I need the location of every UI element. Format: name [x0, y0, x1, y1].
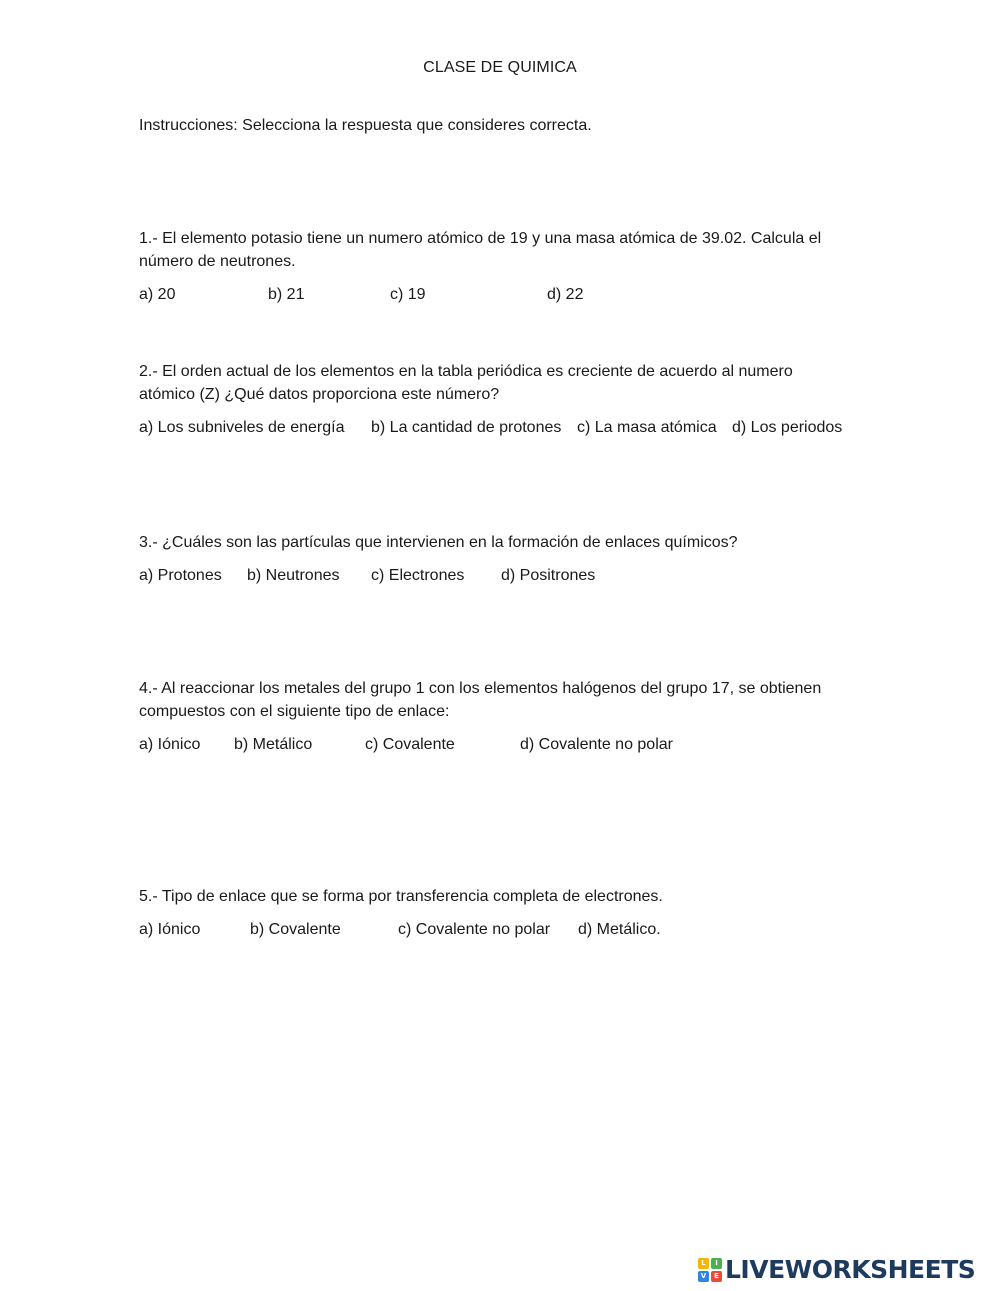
option-c[interactable]: c) Covalente no polar	[398, 921, 551, 938]
liveworksheets-logo-icon	[698, 1258, 722, 1282]
option-c[interactable]: c) Covalente	[365, 736, 455, 753]
option-b[interactable]: b) 21	[268, 286, 305, 303]
option-c[interactable]: c) Electrones	[371, 567, 465, 584]
logo-letter-l: L	[698, 1258, 709, 1269]
question-line: 5.- Tipo de enlace que se forma por transferencia completa de electrones.	[139, 888, 663, 905]
option-a[interactable]: a) Protones	[139, 567, 222, 584]
question-text	[139, 227, 849, 273]
question-5	[139, 885, 849, 943]
page-title: CLASE DE QUIMICA	[423, 59, 577, 76]
answer-options	[139, 286, 849, 308]
option-d[interactable]: d) 22	[547, 286, 584, 303]
question-line: número de neutrones.	[139, 253, 296, 270]
question-1	[139, 227, 849, 308]
option-b[interactable]: b) Metálico	[234, 736, 313, 753]
question-line: 3.- ¿Cuáles son las partículas que intervienen en la formación de enlaces químicos?	[139, 534, 738, 551]
question-line: compuestos con el siguiente tipo de enlace:	[139, 703, 450, 720]
answer-options	[139, 567, 849, 589]
option-d[interactable]: d) Metálico.	[578, 921, 661, 938]
question-line: atómico (Z) ¿Qué datos proporciona este número?	[139, 386, 500, 403]
option-a[interactable]: a) Iónico	[139, 921, 201, 938]
option-a[interactable]: a) Iónico	[139, 736, 201, 753]
question-4	[139, 677, 849, 758]
logo-letter-e: E	[711, 1271, 722, 1282]
question-3	[139, 531, 849, 589]
answer-options	[139, 419, 849, 441]
option-b[interactable]: b) Neutrones	[247, 567, 340, 584]
option-c[interactable]: c) 19	[390, 286, 426, 303]
logo-letter-i: I	[711, 1258, 722, 1269]
question-text	[139, 885, 849, 908]
question-text	[139, 677, 849, 723]
question-line: 1.- El elemento potasio tiene un numero atómico de 19 y una masa atómica de 39.02. Calcula el	[139, 230, 822, 247]
instructions: Instrucciones: Selecciona la respuesta que consideres correcta.	[139, 117, 592, 134]
option-d[interactable]: d) Los periodos	[732, 419, 843, 436]
logo-letter-v: V	[698, 1271, 709, 1282]
liveworksheets-brand[interactable]	[698, 1257, 975, 1283]
question-line: 2.- El orden actual de los elementos en la tabla periódica es creciente de acuerdo al numero	[139, 363, 793, 380]
answer-options	[139, 736, 849, 758]
brand-wordmark: LIVEWORKSHEETS	[725, 1255, 976, 1284]
option-c[interactable]: c) La masa atómica	[577, 419, 717, 436]
option-a[interactable]: a) 20	[139, 286, 176, 303]
option-a[interactable]: a) Los subniveles de energía	[139, 419, 345, 436]
option-d[interactable]: d) Positrones	[501, 567, 596, 584]
question-2	[139, 360, 849, 441]
answer-options	[139, 921, 849, 943]
question-text	[139, 360, 849, 406]
option-d[interactable]: d) Covalente no polar	[520, 736, 673, 753]
question-line: 4.- Al reaccionar los metales del grupo 1 con los elementos halógenos del grupo 17, se obtienen	[139, 680, 822, 697]
question-text	[139, 531, 849, 554]
option-b[interactable]: b) La cantidad de protones	[371, 419, 562, 436]
option-b[interactable]: b) Covalente	[250, 921, 341, 938]
